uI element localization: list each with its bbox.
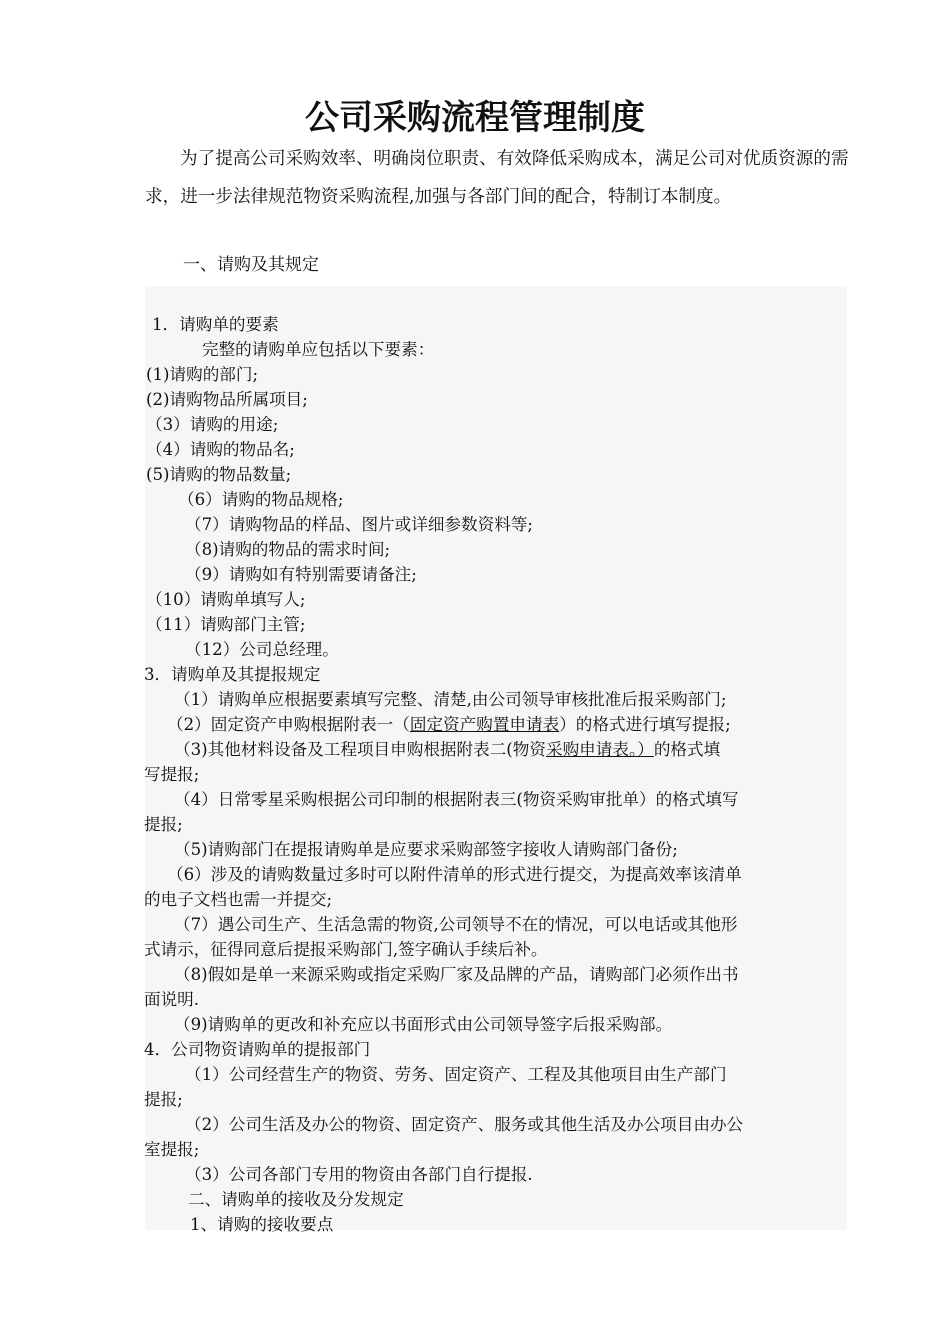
list-item: （12）公司总经理。: [185, 640, 339, 659]
rule-line: （5)请购部门在提报请购单是应要求采购部签字接收人请购部门备份;: [174, 840, 678, 859]
heading-submission-rules: 3．请购单及其提报规定: [144, 665, 321, 684]
rule-line: （7）遇公司生产、生活急需的物资,公司领导不在的情况，可以电话或其他形: [174, 915, 738, 934]
list-item: （10）请购单填写人;: [146, 590, 306, 609]
rule-line: 写提报;: [144, 765, 200, 784]
rule-text: 的格式填: [653, 740, 721, 759]
list-item: (1)请购的部门;: [146, 365, 259, 384]
list-item: （3）请购的用途;: [146, 415, 279, 434]
rule-text: （3)其他材料设备及工程项目申购根据附表二(物资: [174, 740, 546, 759]
list-item: （4）请购的物品名;: [146, 440, 295, 459]
heading-submission-departments: 4．公司物资请购单的提报部门: [144, 1040, 371, 1059]
purchase-request-form-link: 采购申请表。）: [545, 740, 654, 759]
list-item: （6）请购的物品规格;: [178, 490, 344, 509]
rule-line: （2）公司生活及办公的物资、固定资产、服务或其他生活及办公项目由办公: [185, 1115, 744, 1134]
rule-line: [167, 712, 731, 737]
requisition-elements-intro: 完整的请购单应包括以下要素：: [202, 340, 435, 359]
rule-line: （8)假如是单一来源采购或指定采购厂家及品牌的产品，请购部门必须作出书: [174, 965, 739, 984]
rule-line: （3）公司各部门专用的物资由各部门自行提报.: [185, 1165, 533, 1184]
subheading-receiving-points: 1、请购的接收要点: [190, 1215, 334, 1234]
rule-line: （6）涉及的请购数量过多时可以附件清单的形式进行提交，为提高效率该清单: [167, 865, 742, 884]
intro-paragraph: [145, 141, 849, 216]
rule-text: （2）固定资产申购根据附表一（: [167, 715, 410, 734]
rule-line: 提报;: [144, 815, 183, 834]
list-item: (5)请购的物品数量;: [146, 465, 292, 484]
list-item: （9）请购如有特别需要请备注;: [185, 565, 417, 584]
rule-line: 式请示，征得同意后提报采购部门,签字确认手续后补。: [144, 940, 548, 959]
section-heading-2: 二、请购单的接收及分发规定: [188, 1190, 404, 1209]
list-item: （11）请购部门主管;: [146, 615, 306, 634]
intro-text: 为了提高公司采购效率、明确岗位职责、有效降低采购成本，满足公司对优质资源的需求，进一步法律规范物资采购流程,加强与各部门间的配合，特制订本制度。: [145, 149, 849, 207]
rule-line: [174, 737, 720, 762]
rule-line: （1）公司经营生产的物资、劳务、固定资产、工程及其他项目由生产部门: [185, 1065, 727, 1084]
rule-line: 面说明.: [144, 990, 200, 1009]
fixed-asset-form-link: 固定资产购置申请表: [409, 715, 560, 734]
list-item: （7）请购物品的样品、图片或详细参数资料等;: [185, 515, 534, 534]
rule-line: 提报;: [144, 1090, 183, 1109]
heading-requisition-elements: 1．请购单的要素: [152, 315, 279, 334]
list-item: （8)请购的物品的需求时间;: [185, 540, 391, 559]
rule-text: ）的格式进行填写提报;: [559, 715, 731, 734]
document-title: 公司采购流程管理制度: [305, 98, 645, 138]
rule-line: （4）日常零星采购根据公司印制的根据附表三(物资采购审批单）的格式填写: [174, 790, 739, 809]
list-item: (2)请购物品所属项目;: [146, 390, 308, 409]
rule-line: 的电子文档也需一并提交;: [144, 890, 333, 909]
section-heading-1: 一、请购及其规定: [183, 255, 319, 275]
rule-line: （1）请购单应根据要素填写完整、清楚,由公司领导审核批准后报采购部门;: [174, 690, 727, 709]
rule-line: 室提报;: [144, 1140, 200, 1159]
rule-line: （9)请购单的更改和补充应以书面形式由公司领导签字后报采购部。: [174, 1015, 673, 1034]
